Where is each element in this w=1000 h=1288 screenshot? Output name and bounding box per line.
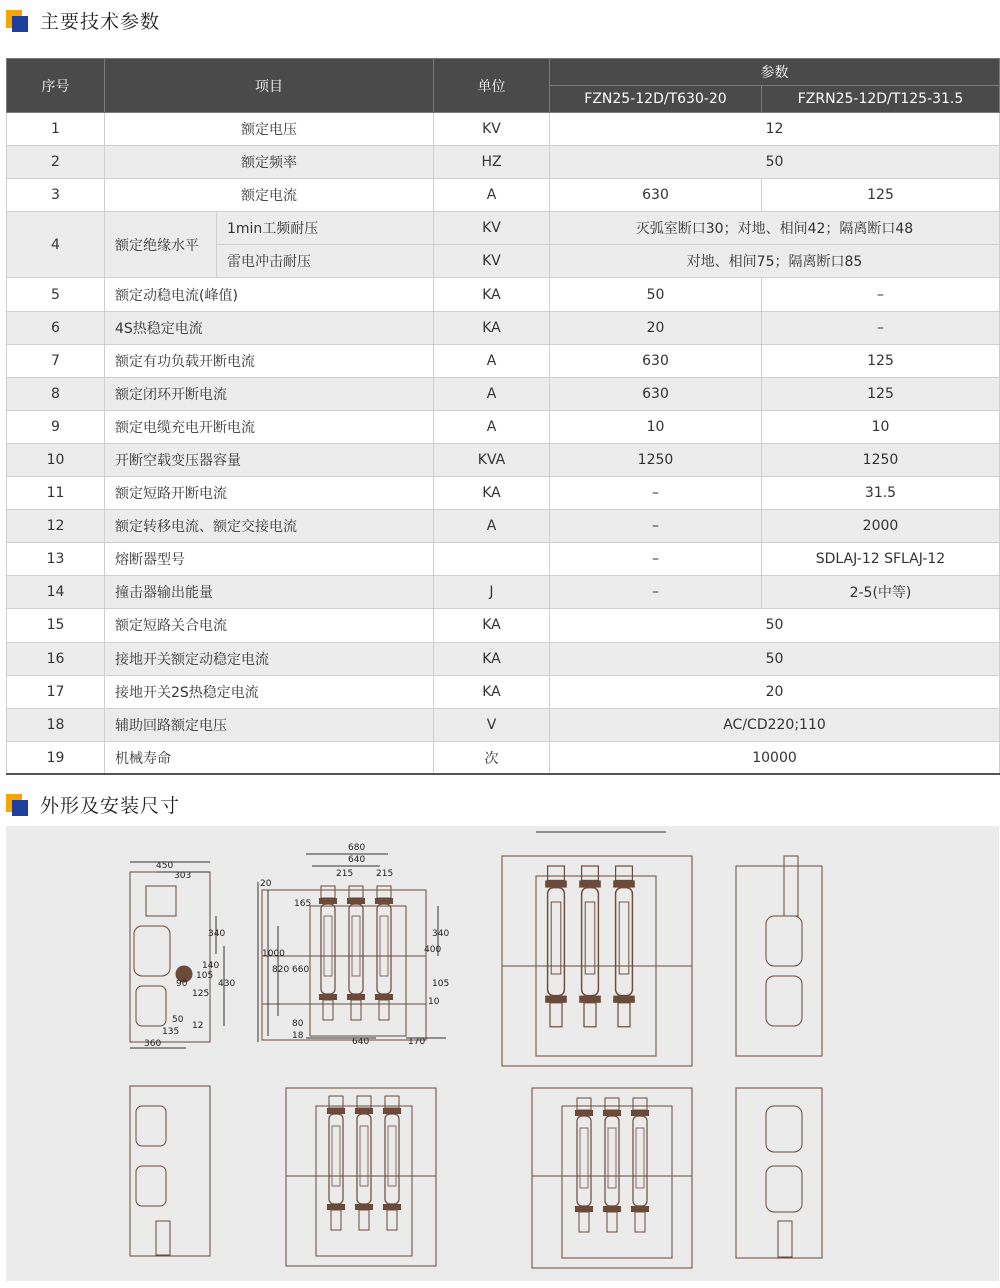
cell-value: AC/CD220;110 — [550, 708, 1000, 741]
table-row — [7, 113, 1000, 146]
cell-value-b: SDLAJ-12 SFLAJ-12 — [762, 543, 1000, 576]
cell-value-b: – — [762, 311, 1000, 344]
dim-label: 170 — [408, 1037, 426, 1047]
table-row — [7, 642, 1000, 675]
dim-label: 105 — [432, 979, 450, 989]
table-row — [7, 477, 1000, 510]
cell-no: 18 — [7, 708, 105, 741]
dim-label: 18 — [292, 1031, 304, 1041]
dim-label: 400 — [424, 945, 442, 955]
cell-item: 熔断器型号 — [105, 543, 434, 576]
cell-item: 额定短路关合电流 — [105, 609, 434, 642]
cell-value: 50 — [550, 609, 1000, 642]
dim-label: 660 — [292, 965, 310, 975]
cell-unit: KA — [434, 278, 550, 311]
cell-unit: 次 — [434, 741, 550, 774]
cell-no: 17 — [7, 675, 105, 708]
cell-item: 接地开关2S热稳定电流 — [105, 675, 434, 708]
cell-no: 14 — [7, 576, 105, 609]
cell-value-a: – — [550, 510, 762, 543]
table-row — [7, 146, 1000, 179]
cell-value: 50 — [550, 642, 1000, 675]
cell-no: 19 — [7, 741, 105, 774]
header-model-a: FZN25-12D/T630-20 — [550, 86, 762, 113]
dim-label: 135 — [162, 1027, 180, 1037]
cell-item: 额定短路开断电流 — [105, 477, 434, 510]
table-row — [7, 179, 1000, 212]
cell-unit: HZ — [434, 146, 550, 179]
technical-drawing-svg — [6, 826, 999, 1281]
cell-value-a: 50 — [550, 278, 762, 311]
cell-no: 7 — [7, 344, 105, 377]
cell-value: 20 — [550, 675, 1000, 708]
cell-value-b: 125 — [762, 377, 1000, 410]
dim-label: 165 — [294, 899, 312, 909]
cell-item: 额定绝缘水平 — [105, 212, 217, 278]
dimension-drawings — [6, 826, 999, 1281]
cell-unit: KV — [434, 113, 550, 146]
cell-value-a: 20 — [550, 311, 762, 344]
cell-item: 开断空载变压器容量 — [105, 443, 434, 476]
cell-item: 额定电流 — [105, 179, 434, 212]
pole-left — [545, 866, 567, 1027]
cell-item: 额定有功负载开断电流 — [105, 344, 434, 377]
cell-unit: KA — [434, 675, 550, 708]
front-view-large — [502, 832, 692, 1066]
dim-label: 303 — [174, 871, 192, 881]
dim-label: 215 — [376, 869, 394, 879]
dim-label: 140 — [202, 961, 220, 971]
pole-right — [613, 866, 635, 1027]
dim-label: 820 — [272, 965, 290, 975]
cell-unit: J — [434, 576, 550, 609]
section-bullet-icon — [6, 792, 30, 816]
section-title: 主要技术参数 — [40, 10, 161, 33]
pole-left — [327, 1096, 345, 1230]
dim-label: 340 — [208, 929, 226, 939]
pole-right — [383, 1096, 401, 1230]
dim-label: 360 — [144, 1039, 162, 1049]
table-row — [7, 278, 1000, 311]
table-row — [7, 741, 1000, 774]
table-row — [7, 576, 1000, 609]
cell-item: 额定闭环开断电流 — [105, 377, 434, 410]
cell-no: 2 — [7, 146, 105, 179]
table-row — [7, 675, 1000, 708]
cell-value-a: – — [550, 543, 762, 576]
pole-middle — [355, 1096, 373, 1230]
cell-no: 4 — [7, 212, 105, 278]
cell-item: 额定电压 — [105, 113, 434, 146]
table-row — [7, 311, 1000, 344]
cell-unit: A — [434, 377, 550, 410]
cell-unit: A — [434, 410, 550, 443]
dim-label: 125 — [192, 989, 210, 999]
section-title: 外形及安装尺寸 — [40, 794, 181, 817]
table-row — [7, 212, 1000, 245]
table-row — [7, 510, 1000, 543]
cell-value-a: 10 — [550, 410, 762, 443]
table-row — [7, 410, 1000, 443]
cell-no: 12 — [7, 510, 105, 543]
cell-no: 16 — [7, 642, 105, 675]
cell-no: 15 — [7, 609, 105, 642]
cell-unit: A — [434, 510, 550, 543]
dim-label: 10 — [428, 997, 440, 1007]
cell-value-b: 2-5(中等) — [762, 576, 1000, 609]
dim-label: 105 — [196, 971, 214, 981]
cell-item: 额定频率 — [105, 146, 434, 179]
table-row — [7, 443, 1000, 476]
cell-value-a: – — [550, 576, 762, 609]
dim-label: 640 — [352, 1037, 370, 1047]
side-view-top-right — [736, 856, 822, 1056]
header-item: 项目 — [105, 59, 434, 113]
header-unit: 单位 — [434, 59, 550, 113]
cell-value-b: 31.5 — [762, 477, 1000, 510]
cell-value-b: 125 — [762, 344, 1000, 377]
table-row — [7, 609, 1000, 642]
cell-unit: KA — [434, 609, 550, 642]
cell-item: 额定动稳电流(峰值) — [105, 278, 434, 311]
section-bullet-icon — [6, 8, 30, 32]
section-heading-dimensions — [6, 790, 180, 818]
cell-item: 撞击器输出能量 — [105, 576, 434, 609]
cell-unit: A — [434, 344, 550, 377]
cell-unit: KV — [434, 212, 550, 245]
header-no: 序号 — [7, 59, 105, 113]
cell-unit: KA — [434, 477, 550, 510]
cell-value-a: – — [550, 477, 762, 510]
cell-item: 4S热稳定电流 — [105, 311, 434, 344]
cell-no: 8 — [7, 377, 105, 410]
cell-value-a: 630 — [550, 179, 762, 212]
dim-label: 90 — [176, 979, 188, 989]
cell-item: 额定电缆充电开断电流 — [105, 410, 434, 443]
cell-subitem: 雷电冲击耐压 — [217, 245, 434, 278]
cell-unit: KV — [434, 245, 550, 278]
cell-no: 6 — [7, 311, 105, 344]
pole-right — [631, 1098, 649, 1232]
side-view-bottom-right — [736, 1088, 822, 1258]
cell-item: 接地开关额定动稳定电流 — [105, 642, 434, 675]
table-row — [7, 708, 1000, 741]
dim-label: 640 — [348, 855, 366, 865]
cell-no: 3 — [7, 179, 105, 212]
cell-item: 辅助回路额定电压 — [105, 708, 434, 741]
cell-no: 10 — [7, 443, 105, 476]
cell-item: 机械寿命 — [105, 741, 434, 774]
cell-value: 12 — [550, 113, 1000, 146]
header-params: 参数 — [550, 59, 1000, 86]
dim-label: 80 — [292, 1019, 304, 1029]
cell-value-a: 630 — [550, 377, 762, 410]
cell-value-b: 10 — [762, 410, 1000, 443]
cell-value-b: 125 — [762, 179, 1000, 212]
table-row — [7, 543, 1000, 576]
cell-value: 灭弧室断口30；对地、相间42；隔离断口48 — [550, 212, 1000, 245]
cell-value: 10000 — [550, 741, 1000, 774]
cell-item: 额定转移电流、额定交接电流 — [105, 510, 434, 543]
cell-value-b: 1250 — [762, 443, 1000, 476]
cell-value: 对地、相间75；隔离断口85 — [550, 245, 1000, 278]
pole-middle — [579, 866, 601, 1027]
cell-value-a: 630 — [550, 344, 762, 377]
section-heading-params — [6, 6, 160, 34]
cell-value-a: 1250 — [550, 443, 762, 476]
cell-no: 1 — [7, 113, 105, 146]
dim-label: 50 — [172, 1015, 184, 1025]
cell-unit — [434, 543, 550, 576]
table-row — [7, 344, 1000, 377]
cell-subitem: 1min工频耐压 — [217, 212, 434, 245]
cell-unit: V — [434, 708, 550, 741]
dim-label: 450 — [156, 861, 174, 871]
cell-unit: KA — [434, 311, 550, 344]
cell-value: 50 — [550, 146, 1000, 179]
spec-table — [6, 58, 1000, 775]
dim-label: 680 — [348, 843, 366, 853]
table-row — [7, 377, 1000, 410]
header-model-b: FZRN25-12D/T125-31.5 — [762, 86, 1000, 113]
pole-left — [575, 1098, 593, 1232]
pole-middle — [603, 1098, 621, 1232]
dim-label: 20 — [260, 879, 272, 889]
side-view-bottom-left — [130, 1086, 210, 1256]
dim-label: 430 — [218, 979, 236, 989]
dim-label: 1000 — [262, 949, 285, 959]
dim-label: 215 — [336, 869, 354, 879]
cell-no: 11 — [7, 477, 105, 510]
cell-value-b: – — [762, 278, 1000, 311]
cell-no: 5 — [7, 278, 105, 311]
cell-value-b: 2000 — [762, 510, 1000, 543]
cell-unit: A — [434, 179, 550, 212]
cell-no: 13 — [7, 543, 105, 576]
cell-unit: KA — [434, 642, 550, 675]
dim-label: 340 — [432, 929, 450, 939]
dim-label: 12 — [192, 1021, 204, 1031]
cell-unit: KVA — [434, 443, 550, 476]
cell-no: 9 — [7, 410, 105, 443]
